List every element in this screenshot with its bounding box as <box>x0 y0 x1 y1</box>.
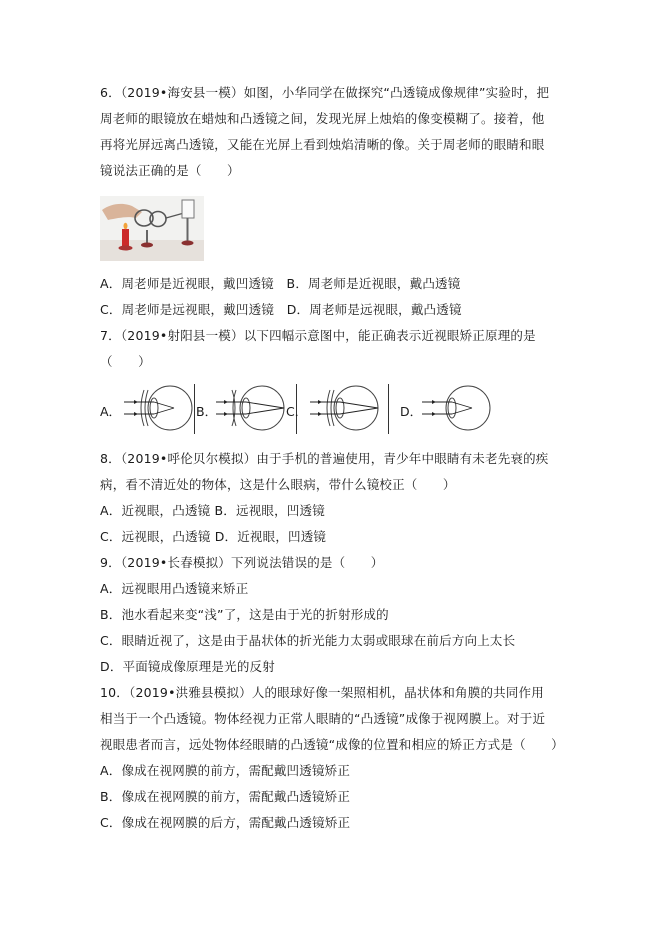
q8-line1: 8．（2019•呼伦贝尔模拟）由于手机的普遍使用，青少年中眼睛有未老先衰的疾 <box>100 451 549 466</box>
experiment-photo <box>100 196 204 261</box>
q9-line1: 9．（2019•长春模拟）下列说法错误的是（ ） <box>100 555 384 570</box>
q8-option-cd: C．远视眼，凸透镜 D．近视眼，凹透镜 <box>100 529 327 544</box>
q7-label-c: C． <box>286 404 308 419</box>
q6-line3: 再将光屏远离凸透镜，又能在光屏上看到烛焰清晰的像。关于周老师的眼睛和眼 <box>100 137 545 152</box>
eye-diagram-c <box>308 380 388 436</box>
eye-diagram-b <box>214 380 294 436</box>
q7-eye-diagrams <box>100 380 480 436</box>
q10-line3: 视眼患者而言，远处物体经眼睛的凸透镜“成像的位置和相应的矫正方式是（ ） <box>100 737 564 752</box>
q6-option-ab: A．周老师是近视眼，戴凹透镜 B．周老师是近视眼，戴凸透镜 <box>100 276 461 291</box>
q9-option-c: C．眼睛近视了，这是由于晶状体的折光能力太弱或眼球在前后方向上太长 <box>100 633 516 648</box>
q9-option-b: B．池水看起来变“浅”了，这是由于光的折射形成的 <box>100 607 389 622</box>
q9-option-d: D．平面镜成像原理是光的反射 <box>100 659 275 674</box>
q10-line1: 10．（2019•洪雅县模拟）人的眼球好像一架照相机，晶状体和角膜的共同作用 <box>100 685 544 700</box>
q7-line2: （ ） <box>100 354 151 369</box>
q8-option-ab: A．近视眼，凸透镜 B．远视眼，凹透镜 <box>100 503 325 518</box>
q10-line2: 相当于一个凸透镜。物体经视力正常人眼睛的“凸透镜”成像于视网膜上。对于近 <box>100 711 546 726</box>
eye-diagram-a <box>122 380 202 436</box>
q8-line2: 病，看不清近处的物体，这是什么眼病，带什么镜校正（ ） <box>100 477 456 492</box>
q6-option-cd: C．周老师是远视眼，戴凹透镜 D．周老师是远视眼，戴凸透镜 <box>100 302 462 317</box>
eye-diagram-d <box>420 380 500 436</box>
q10-option-a: A．像成在视网膜的前方，需配戴凹透镜矫正 <box>100 763 351 778</box>
separator <box>194 384 195 434</box>
q6-line1: 6．（2019•海安县一模）如图，小华同学在做探究“凸透镜成像规律”实验时，把 <box>100 85 550 100</box>
q9-option-a: A．远视眼用凸透镜来矫正 <box>100 581 249 596</box>
q7-label-d: D． <box>400 404 423 419</box>
q7-label-a: A． <box>100 404 122 419</box>
q6-line2: 周老师的眼镜放在蜡烛和凸透镜之间，发现光屏上烛焰的像变模糊了。接着，他 <box>100 111 545 126</box>
q7-line1: 7．（2019•射阳县一模）以下四幅示意图中，能正确表示近视眼矫正原理的是 <box>100 328 536 343</box>
q10-option-b: B．像成在视网膜的前方，需配戴凸透镜矫正 <box>100 789 351 804</box>
q7-label-b: B． <box>196 404 218 419</box>
q6-line4: 镜说法正确的是（ ） <box>100 163 240 178</box>
q10-option-c: C．像成在视网膜的后方，需配戴凸透镜矫正 <box>100 815 351 830</box>
separator <box>388 384 389 434</box>
